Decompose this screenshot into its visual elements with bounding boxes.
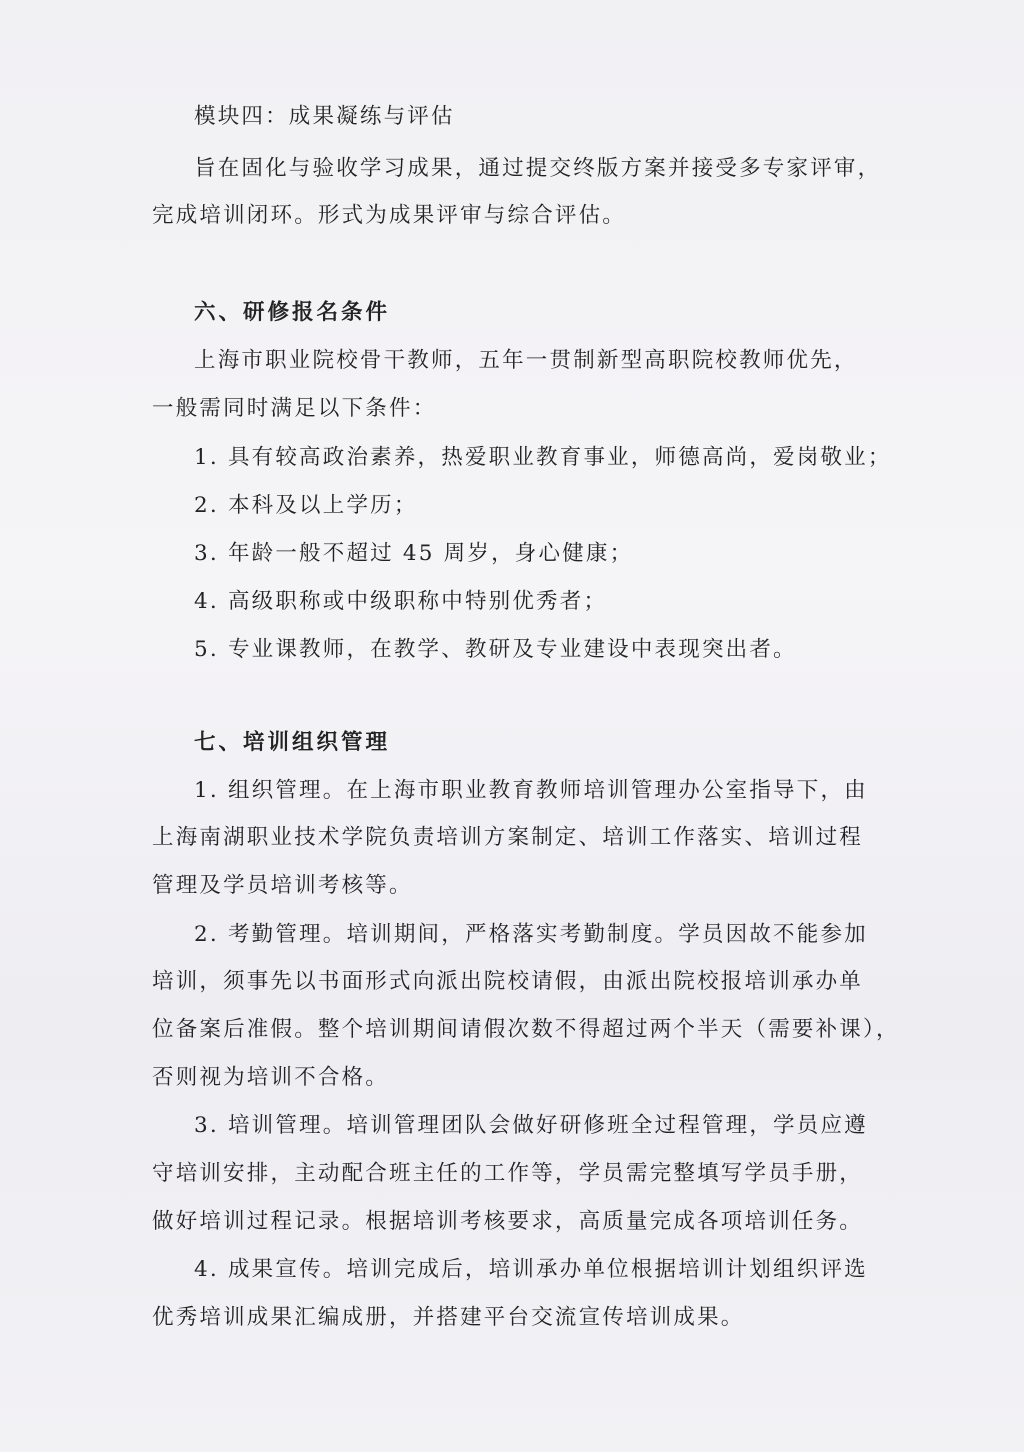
section6-item: 5. 专业课教师，在教学、教研及专业建设中表现突出者。 [194,637,797,662]
section7-p4-line: 4. 成果宣传。培训完成后，培训承办单位根据培训计划组织评选 [194,1257,868,1282]
section7-p2-line: 培训，须事先以书面形式向派出院校请假，由派出院校报培训承办单 [152,969,864,994]
section6-intro-line: 一般需同时满足以下条件： [152,396,437,421]
section7-p2-line: 2. 考勤管理。培训期间，严格落实考勤制度。学员因故不能参加 [194,922,868,947]
section7-p1-line: 上海南湖职业技术学院负责培训方案制定、培训工作落实、培训过程 [152,825,864,850]
module4-para-line: 旨在固化与验收学习成果，通过提交终版方案并接受多专家评审， [194,156,882,181]
module4-para-line: 完成培训闭环。形式为成果评审与综合评估。 [152,203,627,228]
module4-title: 模块四：成果凝练与评估 [194,104,455,129]
section7-p2-line: 位备案后准假。整个培训期间请假次数不得超过两个半天（需要补课）， [152,1017,900,1042]
section7-p4-line: 优秀培训成果汇编成册，并搭建平台交流宣传培训成果。 [152,1305,745,1330]
section6-item: 3. 年龄一般不超过 45 周岁，身心健康； [194,541,634,566]
section7-p3-line: 3. 培训管理。培训管理团队会做好研修班全过程管理，学员应遵 [194,1113,868,1138]
section7-heading: 七、培训组织管理 [194,730,391,755]
section6-item: 2. 本科及以上学历； [194,493,418,518]
section7-p1-line: 1. 组织管理。在上海市职业教育教师培训管理办公室指导下，由 [194,778,868,803]
section6-item: 4. 高级职称或中级职称中特别优秀者； [194,589,608,614]
section7-p1-line: 管理及学员培训考核等。 [152,873,413,898]
section7-p3-line: 守培训安排，主动配合班主任的工作等，学员需完整填写学员手册， [152,1161,864,1186]
section7-p2-line: 否则视为培训不合格。 [152,1065,390,1090]
section6-item: 1. 具有较高政治素养，热爱职业教育事业，师德高尚，爱岗敬业； [194,445,892,470]
section7-p3-line: 做好培训过程记录。根据培训考核要求，高质量完成各项培训任务。 [152,1209,864,1234]
section6-intro-line: 上海市职业院校骨干教师，五年一贯制新型高职院校教师优先， [194,348,858,373]
section6-heading: 六、研修报名条件 [194,300,391,325]
